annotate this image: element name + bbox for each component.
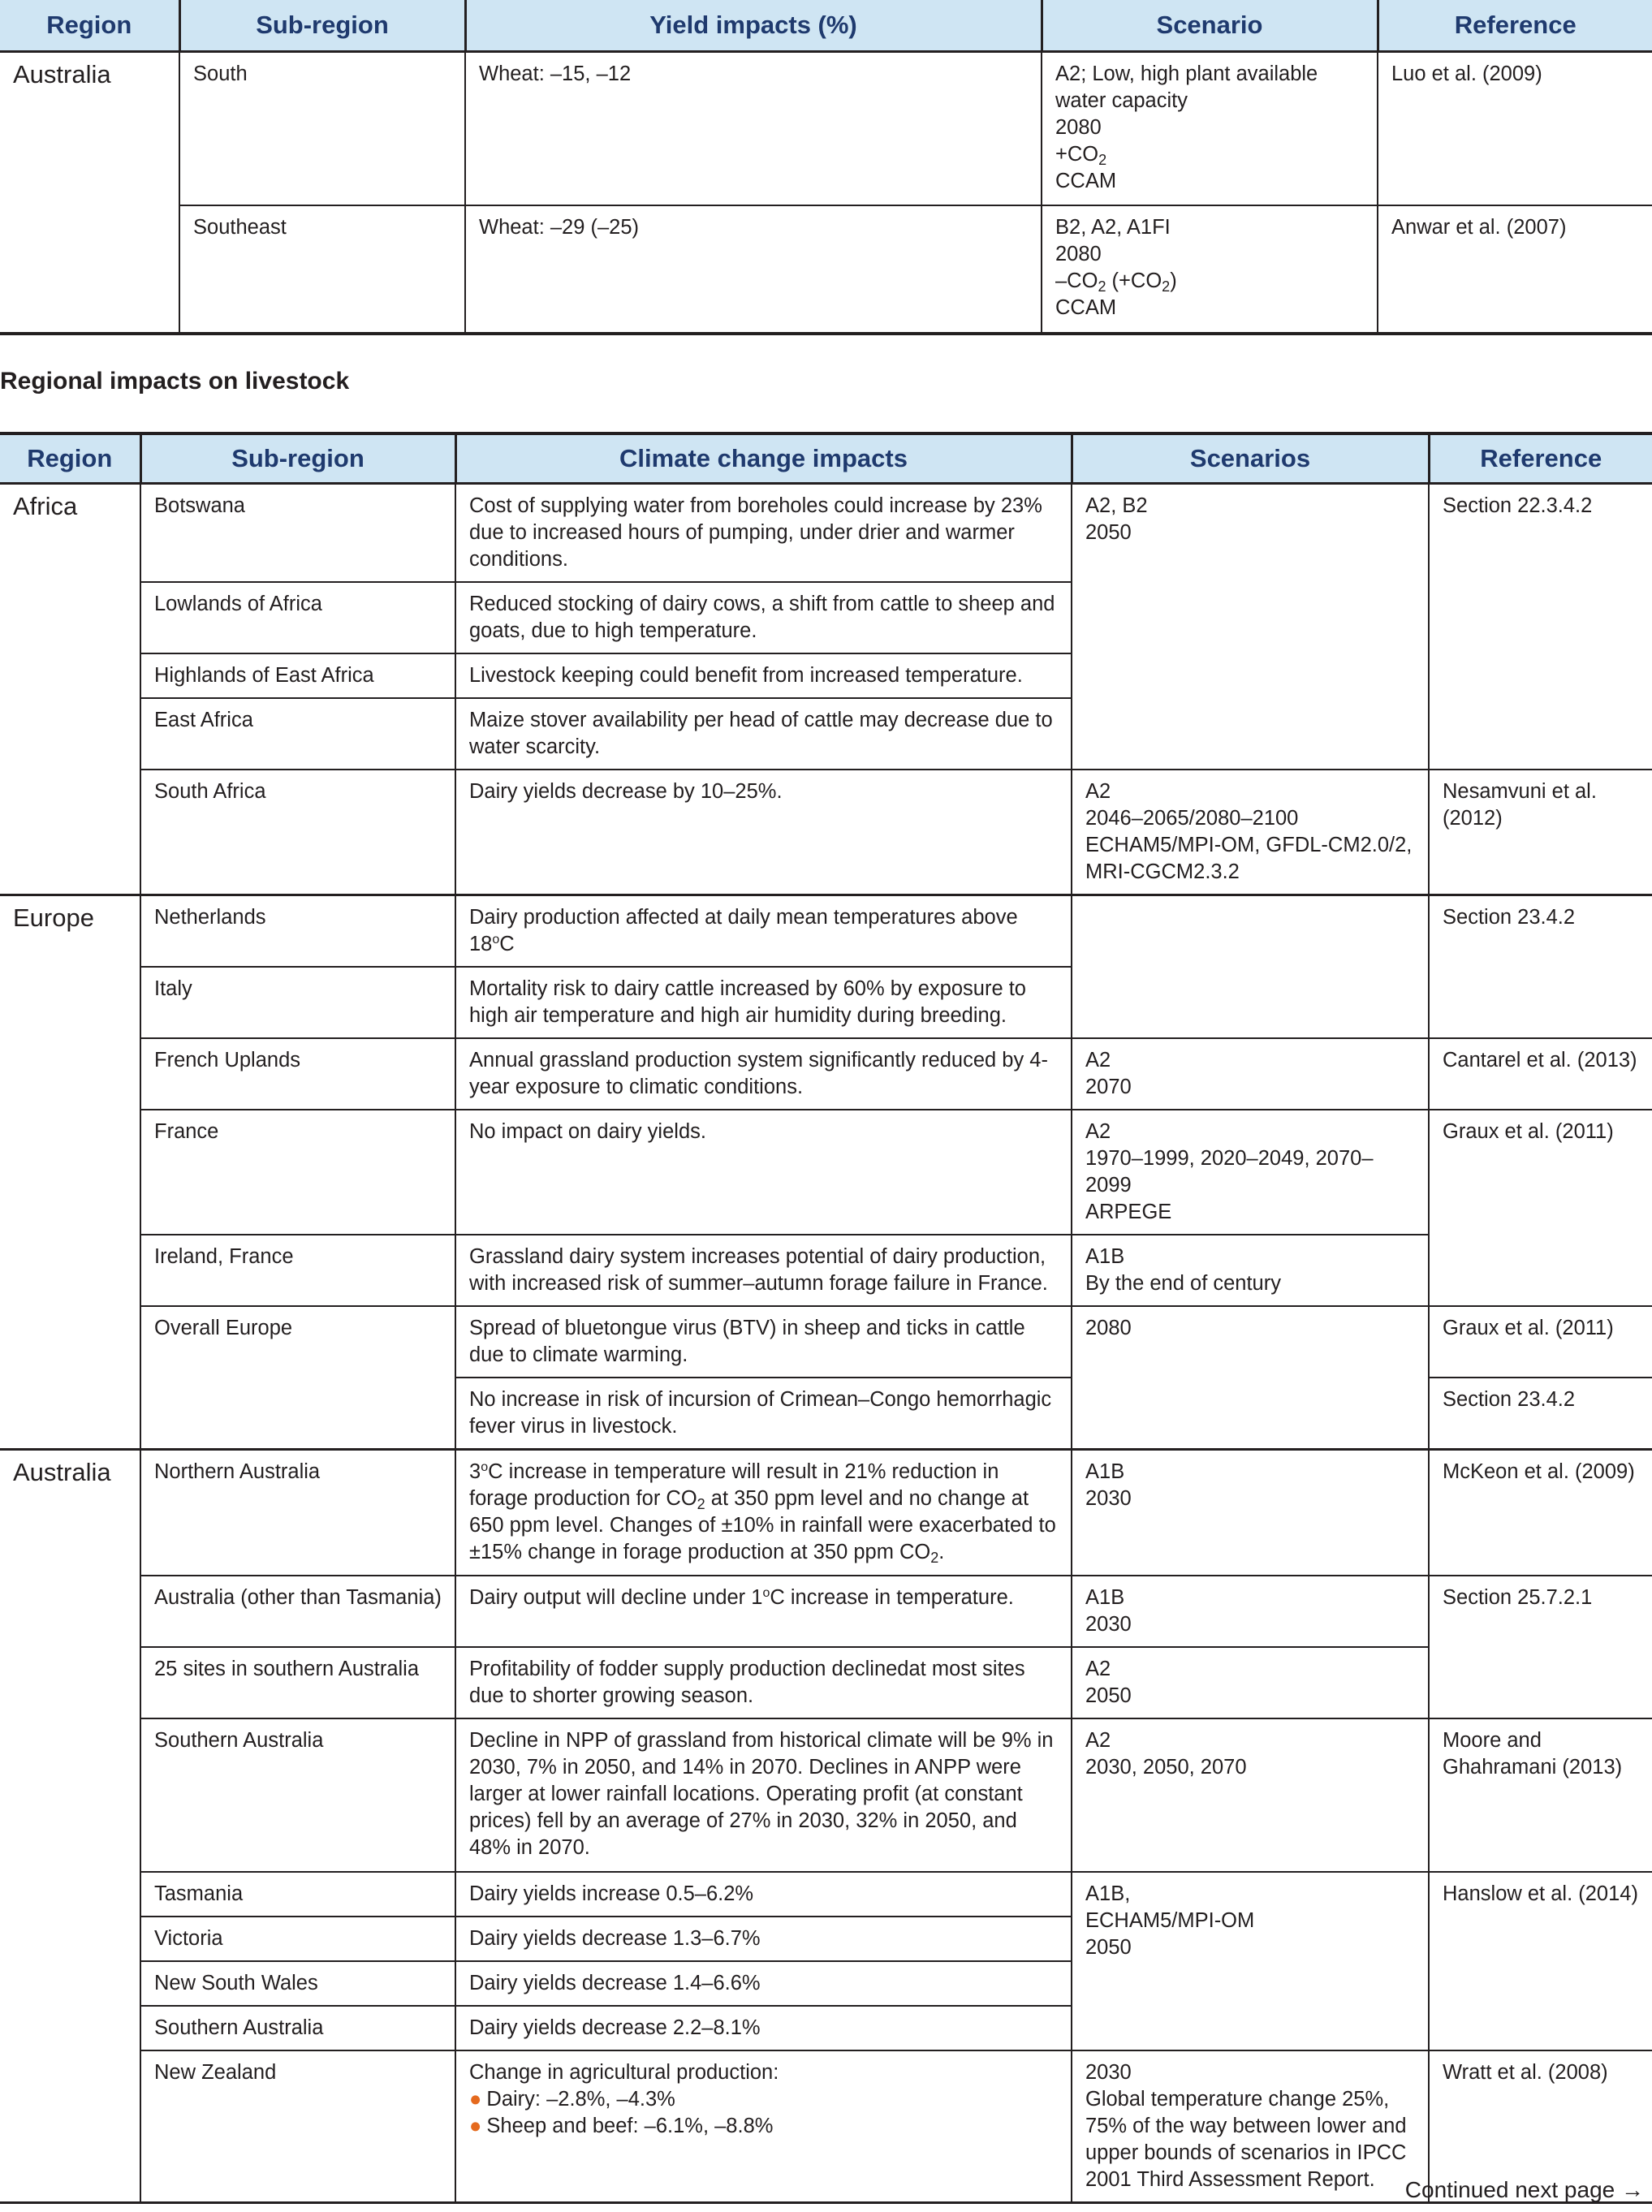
table-row [0,770,1652,895]
bullet-icon: ● [469,2114,482,2137]
reference-cell: McKeon et al. (2009) [1429,1450,1652,1576]
sub-region-cell: Ireland, France [140,1235,455,1306]
impact-cell: Spread of bluetongue virus (BTV) in sheep and ticks in cattle due to climate warming. [455,1306,1072,1378]
table-row [0,1110,1652,1235]
table-row [0,895,1652,968]
region-cell: Europe [0,895,140,1450]
sub-region-cell: Victoria [140,1917,455,1961]
header-region: Region [0,433,140,484]
scenario-cell: A2 2030, 2050, 2070 [1072,1718,1429,1872]
sub-region-cell: Australia (other than Tasmania) [140,1576,455,1647]
sub-region-cell: South Africa [140,770,455,895]
impact-cell: Mortality risk to dairy cattle increased by 60% by exposure to high air temperature and high air humidity during breeding. [455,967,1072,1038]
impact-cell: Decline in NPP of grassland from historical climate will be 9% in 2030, 7% in 2050, and 14% in 2070. Declines in ANPP were larger at lower rainfall locations. Operating profit (at constant prices) fell by an average of 27% in 2030, 32% in 2050, and 48% in 2070. [455,1718,1072,1872]
sub-region-cell: 25 sites in southern Australia [140,1647,455,1718]
impact-cell: No impact on dairy yields. [455,1110,1072,1235]
impact-cell: Dairy yields decrease 2.2–8.1% [455,2006,1072,2050]
region-cell: Australia [0,1450,140,2203]
sub-region-cell: Northern Australia [140,1450,455,1576]
list-item: ● Sheep and beef: –6.1%, –8.8% [469,2114,774,2137]
sub-region-cell: Lowlands of Africa [140,582,455,653]
table-row [0,484,1652,583]
crop-yield-table [0,0,1652,335]
reference-cell: Section 23.4.2 [1429,895,1652,1039]
sub-region-cell: East Africa [140,698,455,770]
header-scenarios: Scenarios [1072,433,1429,484]
scenario-cell: 2080 [1072,1306,1429,1450]
scenario-cell: A2 2046–2065/2080–2100 ECHAM5/MPI-OM, GFDL-CM2.0/2, MRI-CGCM2.3.2 [1072,770,1429,895]
arrow-right-icon: → [1621,2177,1644,2202]
header-scenario: Scenario [1042,0,1378,52]
header-reference: Reference [1378,0,1652,52]
reference-cell: Wratt et al. (2008) [1429,2050,1652,2203]
scenario-cell: A1B 2030 [1072,1450,1429,1576]
table-row [0,52,1652,205]
scenario-cell: A1B 2030 [1072,1576,1429,1647]
reference-cell: Nesamvuni et al. (2012) [1429,770,1652,895]
impact-cell: Dairy output will decline under 1$^o$C increase in temperature. [455,1576,1072,1647]
table-row [0,2050,1652,2203]
scenario-cell: A2, B2 2050 [1072,484,1429,770]
header-yield-impacts: Yield impacts (%) [465,0,1042,52]
continued-next-page: Continued next page → [1404,2177,1644,2202]
reference-cell: Graux et al. (2011) [1429,1110,1652,1306]
impact-cell: Change in agricultural production: ● Dairy: –2.8%, –4.3% ● Sheep and beef: –6.1%, –8.8% [455,2050,1072,2203]
sub-region-cell: Botswana [140,484,455,583]
impact-cell: Grassland dairy system increases potential of dairy production, with increased risk of summer–autumn forage failure in France. [455,1235,1072,1306]
table-row [0,1450,1652,1576]
sub-region-cell: Netherlands [140,895,455,968]
header-region: Region [0,0,179,52]
region-cell: Australia [0,52,179,334]
reference-cell: Section 23.4.2 [1429,1378,1652,1450]
sub-region-cell: Highlands of East Africa [140,653,455,698]
table-header-row [0,0,1652,52]
scenario-line: 2080 [1055,116,1102,139]
header-sub-region: Sub-region [140,433,455,484]
header-sub-region: Sub-region [179,0,465,52]
list-item: ● Dairy: –2.8%, –4.3% [469,2087,675,2111]
sub-region-cell: New South Wales [140,1961,455,2006]
impact-cell: Livestock keeping could benefit from increased temperature. [455,653,1072,698]
table-row [0,1647,1652,1718]
table-header-row [0,433,1652,484]
scenario-cell: A2 2050 [1072,1647,1429,1718]
scenario-line: 2080 [1055,242,1102,265]
impact-cell: Cost of supplying water from boreholes could increase by 23% due to increased hours of pumping, under drier and warmer conditions. [455,484,1072,583]
impact-cell: Dairy yields increase 0.5–6.2% [455,1872,1072,1917]
table-row [0,1306,1652,1378]
sub-region-cell: Overall Europe [140,1306,455,1450]
impact-cell: Dairy production affected at daily mean temperatures above 18$^o$C [455,895,1072,968]
impact-cell: No increase in risk of incursion of Crimean–Congo hemorrhagic fever virus in livestock. [455,1378,1072,1450]
impact-cell: Profitability of fodder supply production declinedat most sites due to shorter growing season. [455,1647,1072,1718]
table-row [0,1718,1652,1872]
reference-cell: Section 22.3.4.2 [1429,484,1652,770]
reference-cell: Section 25.7.2.1 [1429,1576,1652,1718]
reference-cell: Hanslow et al. (2014) [1429,1872,1652,2050]
scenario-cell [1042,52,1378,205]
table-row [0,1235,1652,1306]
header-reference: Reference [1429,433,1652,484]
impact-cell: Dairy yields decrease by 10–25%. [455,770,1072,895]
scenario-cell: A1B By the end of century [1072,1235,1429,1306]
livestock-impacts-table [0,432,1652,2204]
impact-cell: Wheat: –15, –12 [465,52,1042,205]
table-row [0,1576,1652,1647]
scenario-line: CCAM [1055,170,1117,192]
header-climate-change-impacts: Climate change impacts [455,433,1072,484]
bullet-icon: ● [469,2087,482,2111]
sub-region-cell: Southeast [179,205,465,334]
impact-cell: 3$^o$C increase in temperature will result in 21% reduction in forage production for $CO_2$ at 350 ppm level and no change at 650 ppm level. Changes of ±10% in rainfall were exacerbated to ±15% change in forage production at 350 ppm $CO_2$. [455,1450,1072,1576]
sub-region-cell: Southern Australia [140,1718,455,1872]
scenario-cell [1072,895,1429,1039]
sub-region-cell: New Zealand [140,2050,455,2203]
sub-region-cell: French Uplands [140,1038,455,1110]
impact-cell: Dairy yields decrease 1.3–6.7% [455,1917,1072,1961]
reference-cell: Graux et al. (2011) [1429,1306,1652,1378]
reference-cell: Anwar et al. (2007) [1378,205,1652,334]
table-row [0,1038,1652,1110]
sub-region-cell: South [179,52,465,205]
sub-region-cell: Italy [140,967,455,1038]
scenario-line: B2, A2, A1FI [1055,215,1171,239]
table-row [0,1872,1652,1917]
sub-region-cell: Southern Australia [140,2006,455,2050]
scenario-cell: 2030 Global temperature change 25%, 75% of the way between lower and upper bounds of scenarios in IPCC 2001 Third Assessment Report. [1072,2050,1429,2203]
impact-cell: Reduced stocking of dairy cows, a shift from cattle to sheep and goats, due to high temperature. [455,582,1072,653]
region-cell: Africa [0,484,140,895]
scenario-cell: A2 1970–1999, 2020–2049, 2070–2099 ARPEGE [1072,1110,1429,1235]
impact-cell: Annual grassland production system significantly reduced by 4-year exposure to climatic conditions. [455,1038,1072,1110]
impact-cell: Dairy yields decrease 1.4–6.6% [455,1961,1072,2006]
scenario-cell: A2 2070 [1072,1038,1429,1110]
scenario-line: A2; Low, high plant available water capacity [1055,63,1318,112]
scenario-line: CCAM [1055,295,1117,319]
scenario-cell [1042,205,1378,334]
reference-cell: Cantarel et al. (2013) [1429,1038,1652,1110]
reference-cell: Moore and Ghahramani (2013) [1429,1718,1652,1872]
impact-cell: Maize stover availability per head of cattle may decrease due to water scarcity. [455,698,1072,770]
impact-cell: Wheat: –29 (–25) [465,205,1042,334]
section-title: Regional impacts on livestock [0,368,350,395]
reference-cell: Luo et al. (2009) [1378,52,1652,205]
scenario-cell: A1B, ECHAM5/MPI-OM 2050 [1072,1872,1429,2050]
table-row [0,205,1652,334]
sub-region-cell: Tasmania [140,1872,455,1917]
scenario-line: $-CO_2$ $(+CO_2)$ [1055,269,1177,295]
scenario-line: $+CO_2$ [1055,143,1107,168]
sub-region-cell: France [140,1110,455,1235]
